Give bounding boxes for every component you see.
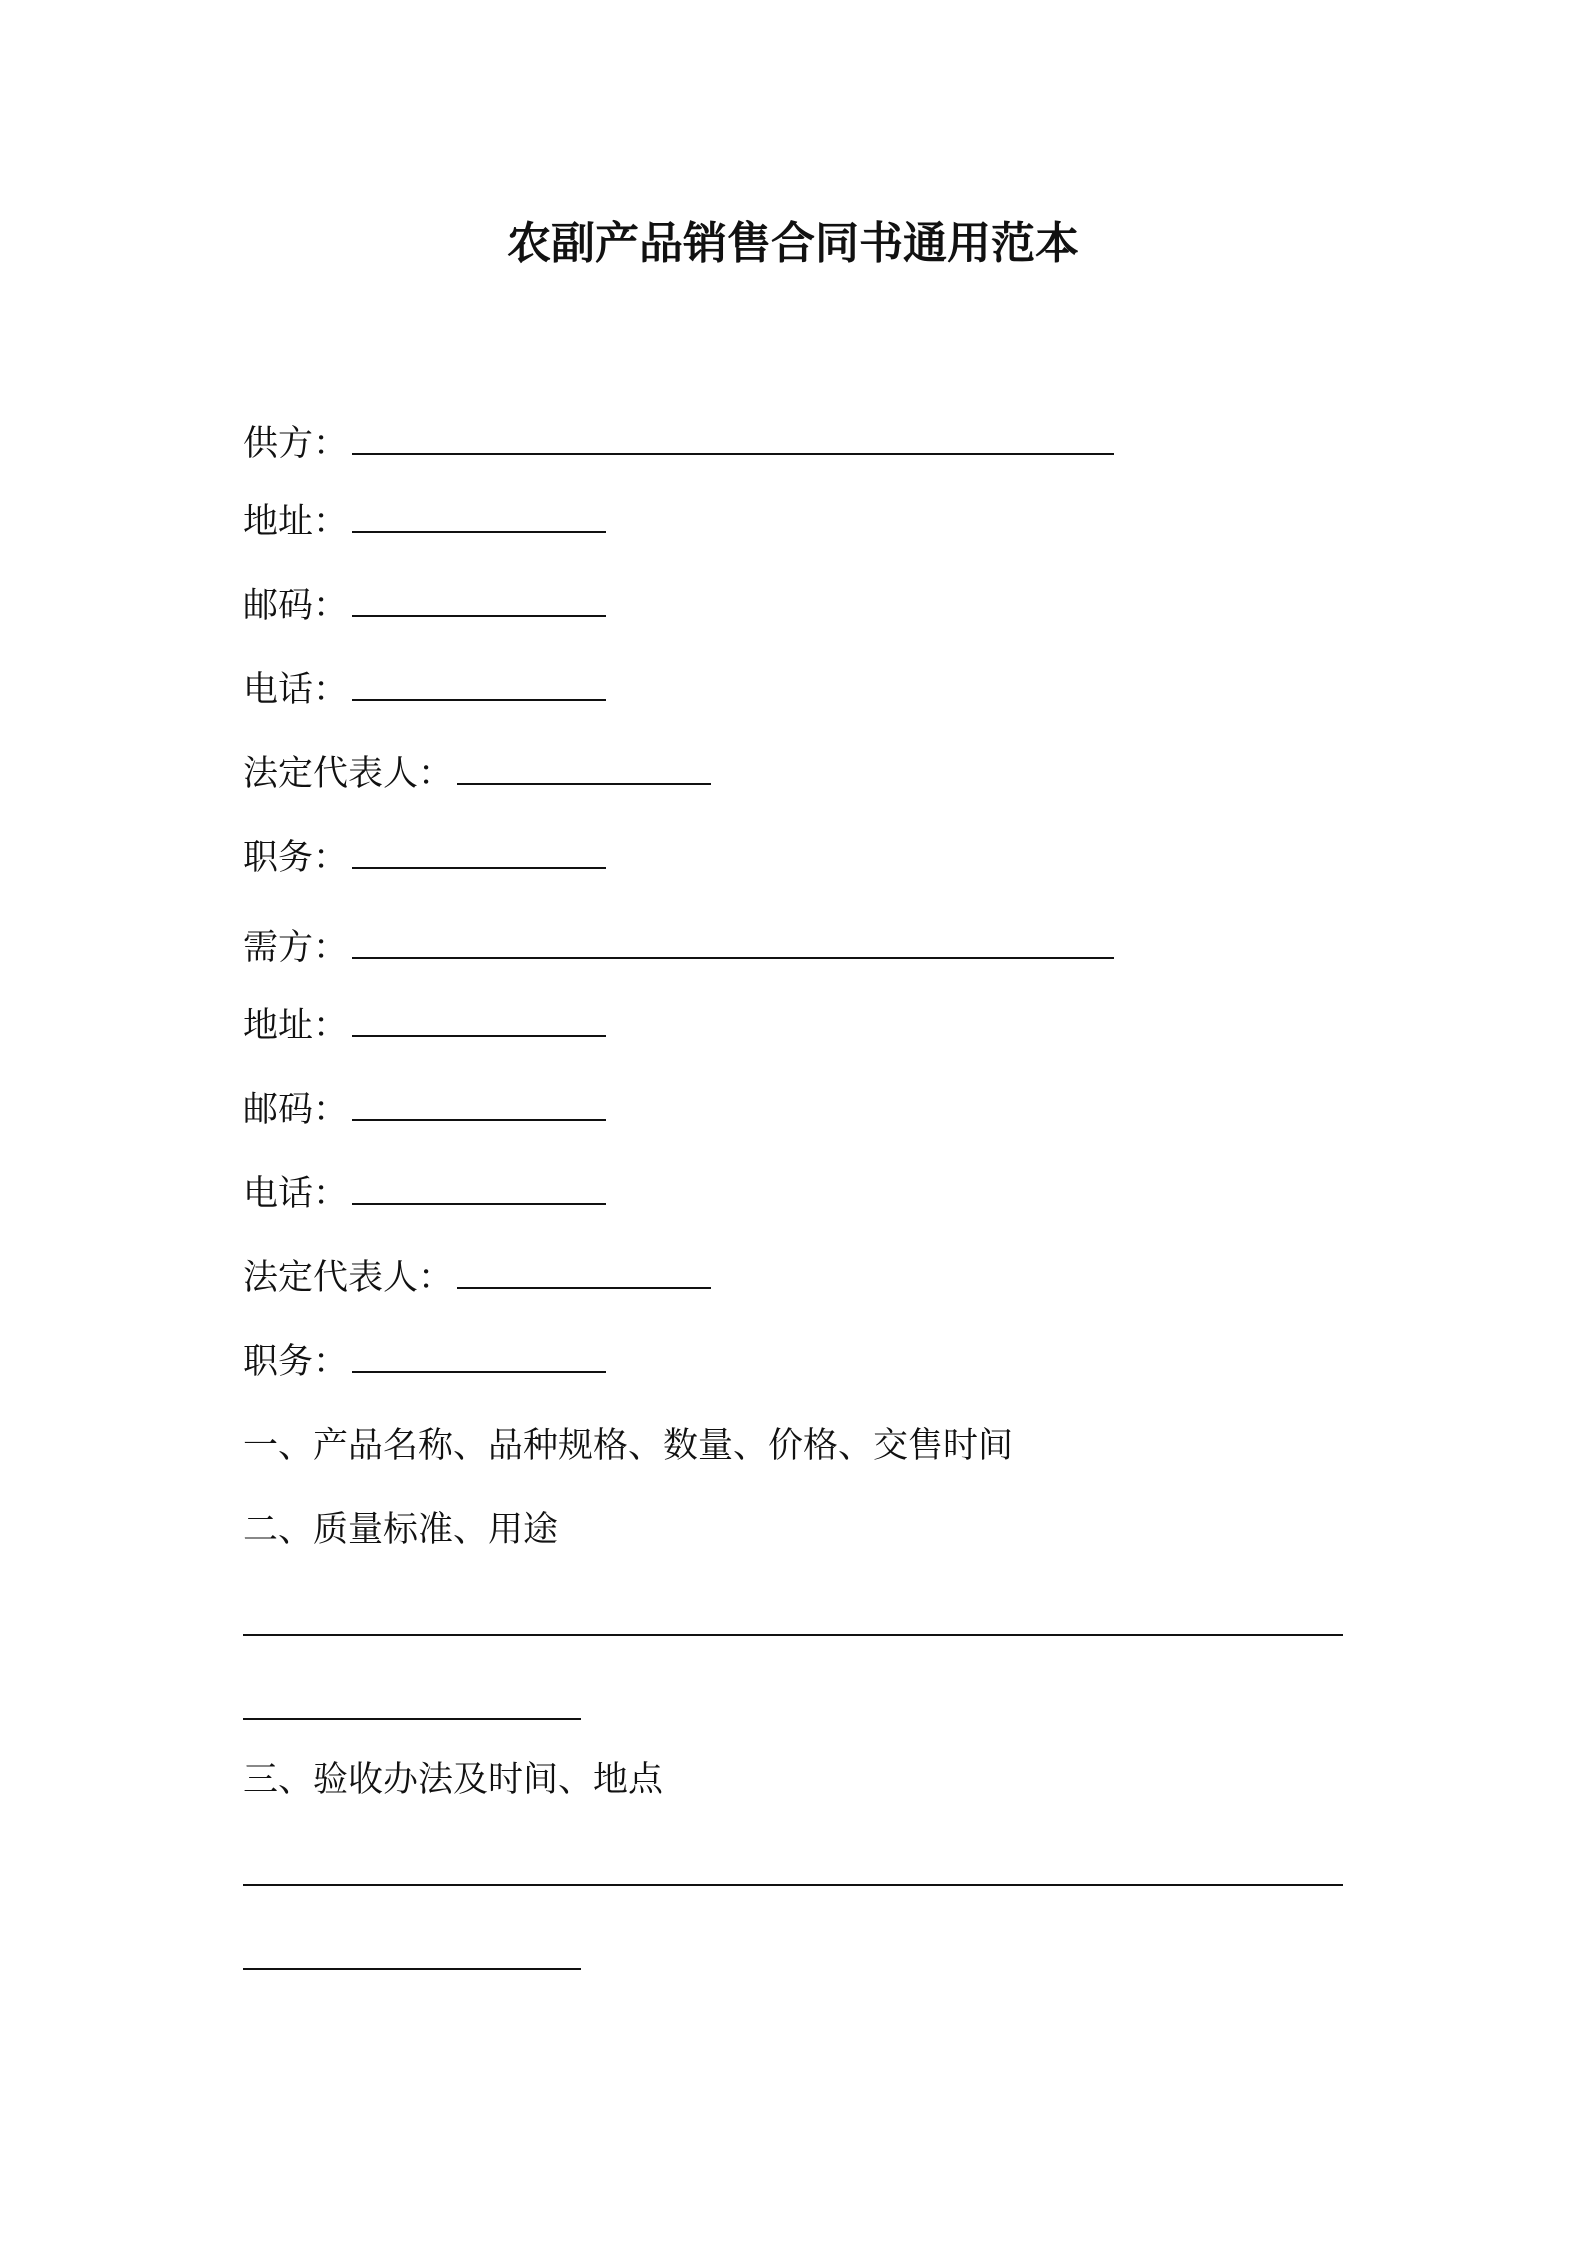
document-title: 农副产品销售合同书通用范本 (507, 218, 1079, 269)
fill-in-blank[interactable] (352, 423, 1114, 455)
clause-heading: 一、产品名称、品种规格、数量、价格、交售时间 (243, 1426, 1014, 1466)
fill-in-blank[interactable] (352, 585, 606, 617)
fill-in-blank[interactable] (457, 753, 711, 785)
supplier-postcode-field (243, 582, 606, 630)
buyer-legal-rep-field (243, 1254, 711, 1302)
fill-in-rule[interactable] (243, 1884, 1343, 1886)
fill-in-blank[interactable] (352, 1005, 606, 1037)
supplier-phone-field (243, 666, 606, 714)
field-label: 电话： (243, 670, 349, 710)
buyer-address-field (243, 1002, 606, 1050)
field-label: 供方： (243, 424, 349, 464)
field-label: 职务： (243, 838, 349, 878)
supplier-address-field (243, 498, 606, 546)
field-label: 需方： (243, 928, 349, 968)
fill-in-blank[interactable] (352, 1173, 606, 1205)
fill-in-rule[interactable] (243, 1968, 581, 1970)
fill-in-blank[interactable] (352, 1089, 606, 1121)
field-label: 法定代表人： (243, 754, 454, 794)
fill-in-blank[interactable] (352, 669, 606, 701)
field-label: 地址： (243, 1006, 349, 1046)
supplier-legal-rep-field (243, 750, 711, 798)
fill-in-blank[interactable] (352, 1341, 606, 1373)
field-label: 职务： (243, 1342, 349, 1382)
fill-in-blank[interactable] (352, 927, 1114, 959)
field-label: 邮码： (243, 1090, 349, 1130)
fill-in-rule[interactable] (243, 1634, 1343, 1636)
field-label: 邮码： (243, 586, 349, 626)
fill-in-rule[interactable] (243, 1718, 581, 1720)
clause-heading: 三、验收办法及时间、地点 (243, 1760, 664, 1800)
fill-in-blank[interactable] (457, 1257, 711, 1289)
supplier-field (243, 420, 1114, 468)
buyer-position-field (243, 1338, 606, 1386)
buyer-postcode-field (243, 1086, 606, 1134)
buyer-field (243, 924, 1114, 972)
field-label: 电话： (243, 1174, 349, 1214)
supplier-position-field (243, 834, 606, 882)
fill-in-blank[interactable] (352, 501, 606, 533)
field-label: 地址： (243, 502, 349, 542)
clause-heading: 二、质量标准、用途 (243, 1510, 559, 1550)
field-label: 法定代表人： (243, 1258, 454, 1298)
buyer-phone-field (243, 1170, 606, 1218)
fill-in-blank[interactable] (352, 837, 606, 869)
